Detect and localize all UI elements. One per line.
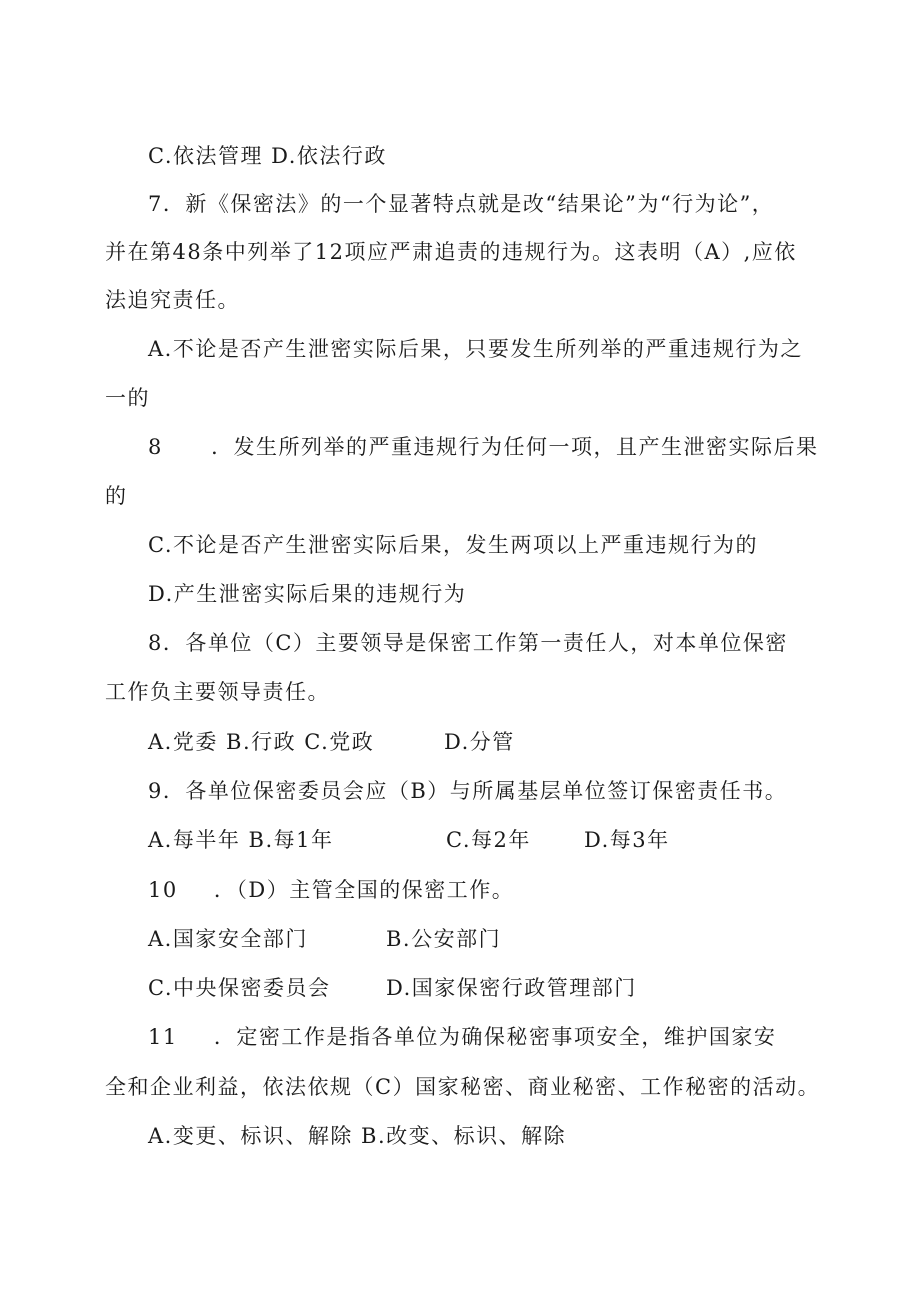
option-text: A.变更、标识、解除 B.改变、标识、解除 bbox=[148, 1124, 567, 1148]
option-text: ．发生所列举的严重违规行为任何一项，且产生泄密实际后果 bbox=[211, 435, 819, 459]
option-text: D.国家保密行政管理部门 bbox=[386, 976, 637, 1000]
option-text: A.不论是否产生泄密实际后果，只要发生所列举的严重违规行为之 bbox=[148, 337, 803, 361]
question-text: 7．新《保密法》的一个显著特点就是改“结果论”为“行为论”， bbox=[148, 192, 775, 216]
question-text: 全和企业利益，依法依规（C）国家秘密、商业秘密、工作秘密的活动。 bbox=[105, 1075, 821, 1099]
question-text: ．定密工作是指各单位为确保秘密事项安全，维护国家安 bbox=[213, 1025, 777, 1049]
option-7b-line-1 bbox=[148, 433, 819, 461]
options-8 bbox=[148, 728, 515, 756]
option-line-6cd bbox=[148, 142, 387, 170]
options-9 bbox=[148, 826, 670, 854]
option-text: A.党委 B.行政 C.党政 bbox=[148, 730, 375, 754]
question-text: ．（D）主管全国的保密工作。 bbox=[213, 878, 515, 902]
question-8-line-1 bbox=[148, 629, 788, 657]
question-11-line-2 bbox=[105, 1073, 820, 1101]
question-7-line-1 bbox=[148, 190, 774, 218]
option-7c bbox=[148, 531, 758, 559]
option-text: D.每3年 bbox=[584, 828, 670, 852]
question-7-line-3 bbox=[105, 286, 240, 314]
question-number: 10 bbox=[148, 878, 178, 902]
option-text: C.每2年 bbox=[446, 828, 531, 852]
question-number: 11 bbox=[148, 1025, 178, 1049]
option-text: D.分管 bbox=[444, 730, 515, 754]
option-text: 的 bbox=[105, 484, 128, 508]
question-10 bbox=[148, 876, 514, 904]
question-text: 工作负主要领导责任。 bbox=[105, 680, 330, 704]
option-7a-line-2 bbox=[105, 384, 150, 412]
question-9 bbox=[148, 777, 787, 805]
question-7-line-2 bbox=[105, 238, 797, 266]
question-text: 法追究责任。 bbox=[105, 288, 240, 312]
question-11-line-1 bbox=[148, 1023, 776, 1051]
option-text: D.产生泄密实际后果的违规行为 bbox=[148, 582, 467, 606]
option-text: B.公安部门 bbox=[386, 927, 502, 951]
option-number: 8 bbox=[148, 435, 163, 459]
option-text: C.依法管理 D.依法行政 bbox=[148, 144, 387, 168]
option-text: A.国家安全部门 bbox=[148, 927, 308, 951]
option-7b-line-2 bbox=[105, 482, 128, 510]
question-text: 9．各单位保密委员会应（B）与所属基层单位签订保密责任书。 bbox=[148, 779, 788, 803]
options-10-ab bbox=[148, 925, 502, 953]
option-text: 一的 bbox=[105, 386, 150, 410]
question-8-line-2 bbox=[105, 678, 330, 706]
option-7a-line-1 bbox=[148, 335, 803, 363]
option-7d bbox=[148, 580, 466, 608]
question-text: 并在第48条中列举了12项应严肃追责的违规行为。这表明（A）,应依 bbox=[105, 240, 797, 264]
options-10-cd bbox=[148, 974, 637, 1002]
option-text: C.不论是否产生泄密实际后果，发生两项以上严重违规行为的 bbox=[148, 533, 758, 557]
option-text: A.每半年 B.每1年 bbox=[148, 828, 334, 852]
options-11 bbox=[148, 1122, 566, 1150]
question-text: 8．各单位（C）主要领导是保密工作第一责任人，对本单位保密 bbox=[148, 631, 788, 655]
option-text: C.中央保密委员会 bbox=[148, 976, 331, 1000]
